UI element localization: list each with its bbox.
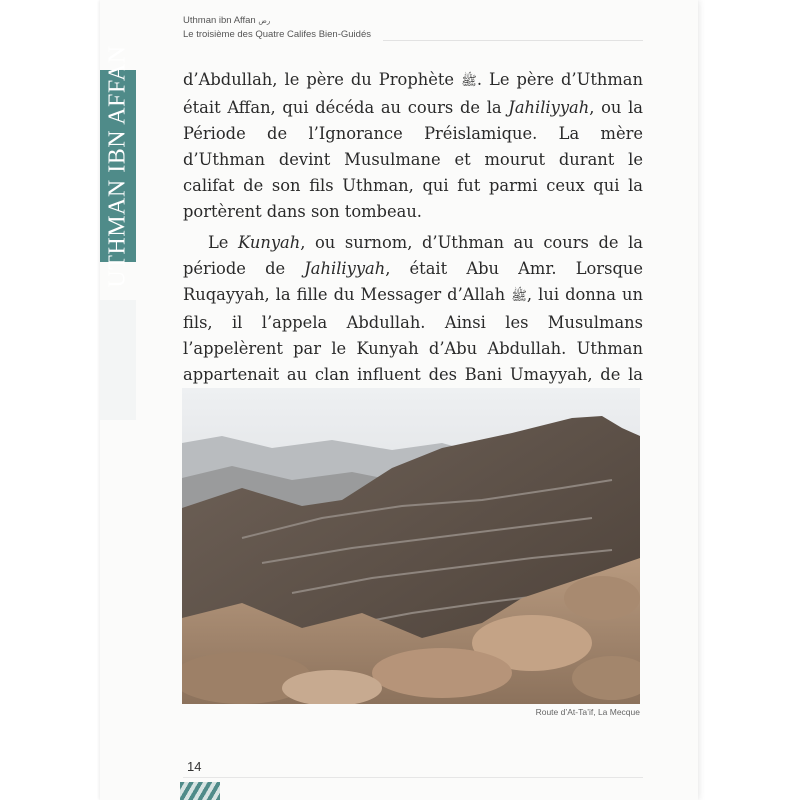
paragraph-1-text-c: , ou la Période de l’Ignorance Préislamique. La mère d’Uthman devint Musulmane et mourut durant le califat de son fils Uthman, qui fut parmi ceux qui la portèrent dans son tombeau.: [183, 98, 643, 221]
paragraph-1: [183, 67, 643, 225]
side-tab: [100, 44, 136, 288]
running-head-title: Uthman ibn Affan: [183, 15, 256, 26]
side-tab-shadow: [100, 300, 136, 420]
running-head-subtitle: Le troisième des Quatre Califes Bien-Guidés: [183, 29, 371, 40]
paragraph-1-italic: Jahiliyyah: [508, 98, 590, 117]
paragraph-2-text-a: Le: [208, 233, 239, 252]
paragraph-2-text-b: , ou surnom, d’Uthman au cours de la période de: [183, 233, 644, 278]
side-tab-label: UTHMAN IBN AFFAN: [104, 44, 131, 288]
honorific-glyph: رض: [258, 18, 271, 25]
book-page: [100, 0, 698, 800]
mountain-illustration: [182, 388, 640, 704]
salawat-glyph: ﷺ: [461, 74, 477, 89]
paragraph-1-text-a: d’Abdullah, le père du Prophète: [183, 70, 462, 89]
paragraph-2-italic-kunyah: Kunyah: [238, 233, 301, 252]
salawat-glyph: ﷺ: [511, 289, 527, 304]
paragraph-1-text-b: . Le père d’Uthman était Affan, qui décéda au cours de la: [183, 70, 643, 117]
paragraph-2-italic-jahiliyyah: Jahiliyyah: [304, 259, 386, 278]
paragraph-2: [183, 230, 643, 414]
page-number: 14: [187, 759, 202, 774]
mountain-road-photo: [182, 388, 640, 704]
running-head: [183, 14, 643, 41]
photo-caption: Route d’At-Ta’if, La Mecque: [535, 707, 640, 717]
footer-stripes: [180, 782, 220, 800]
footer-rule: [183, 777, 643, 778]
paragraph-2-text-d: , lui donna un fils, il l’appela Abdullah. Ainsi les Musulmans l’appelèrent par le Kunyah d’Abu Abdullah. Uthman appartenait au clan influent des Bani Umayyah, de la: [183, 285, 643, 384]
paragraph-2-text-c: , était Abu Amr. Lorsque Ruqayyah, la fille du Messager d’Allah: [183, 259, 643, 304]
header-rule: [383, 40, 643, 41]
